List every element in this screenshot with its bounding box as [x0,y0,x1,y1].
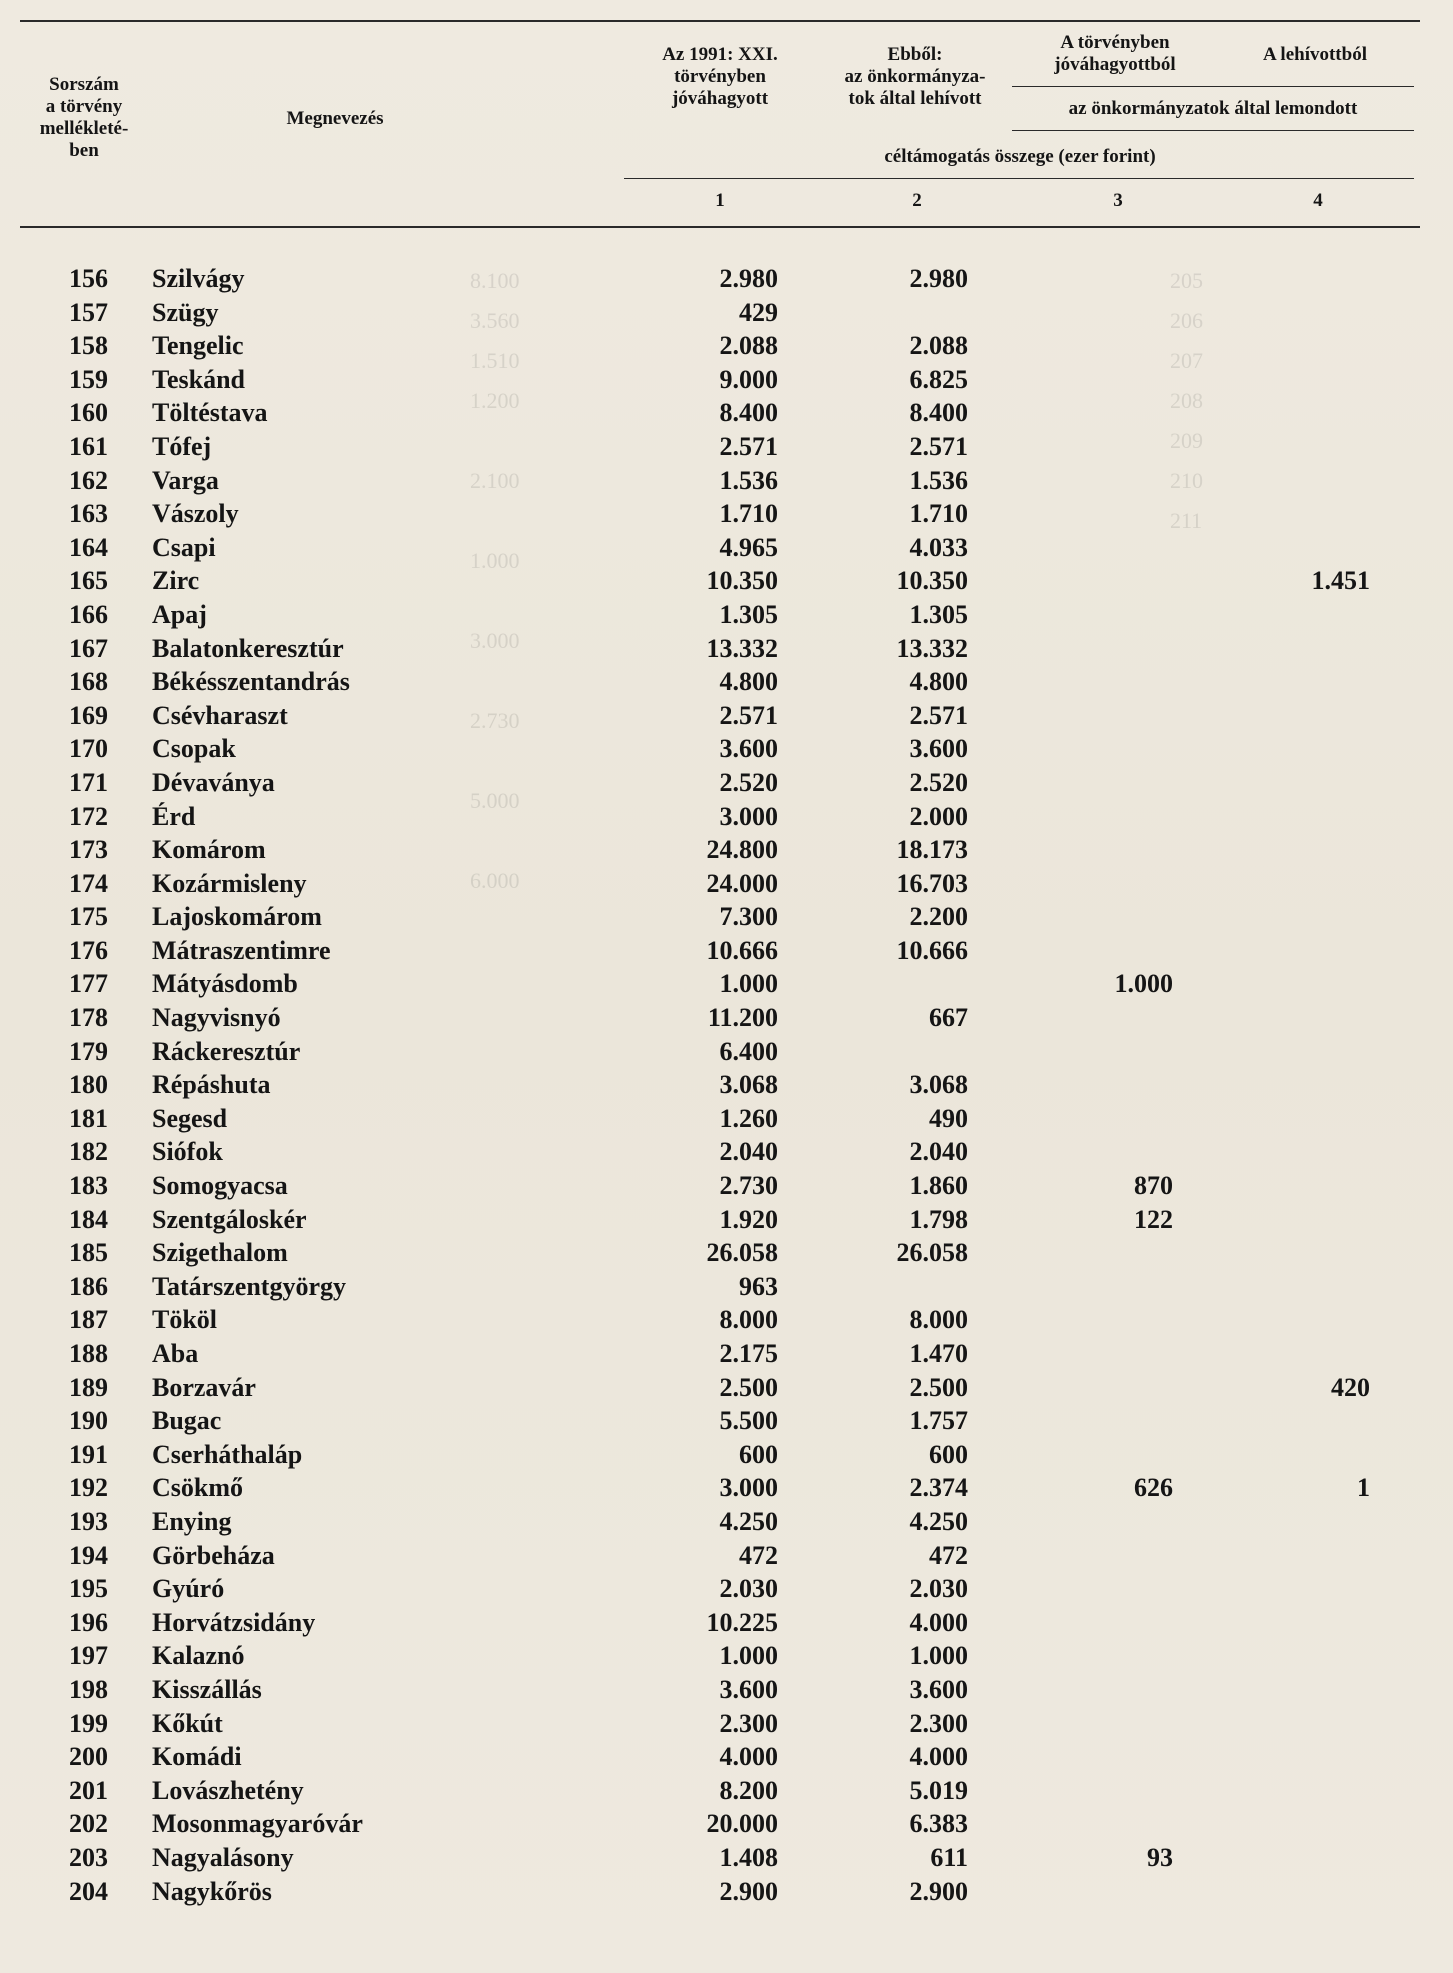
document-page: 205 206 207 208 209 210 211 8.100 3.560 1.510 1.200 2.100 1.000 3.000 2.730 5.000 6.000 Sorszám a törvény mellékleté- ben Megnevezés Az 1991: XXI. törvényben jóváhagyott Ebből: az önkormányza- tok által lehívott A törvényben jóváhagyottból A lehívottból az önkormányzatok által lemondott céltámogatás összege (ezer forint) 1 2 3 4 156 Szilvágy 2.980 2.980 157 Szügy 429 158 Tengelic 2.088 2.088 159 Teskánd 9.000 6.825 160 Töltéstava 8.400 8.400 161 Tófej 2.571 2.571 162 Varga 1.536 1.536 163 Vászoly 1.710 1.710 164 Csapi 4.965 4.033 165 Zirc 10.350 10.350 1.451 166 Apaj 1.305 1.305 167 Balatonkeresztúr 13.332 13.332 168 Békésszentandrás 4.800 4.800 169 Csévharaszt 2.571 2.571 170 Csopak 3.600 3.600 171 Dévaványa 2.520 2.520 172 Érd 3.000 2.000 173 Komárom 24.800 18.173 174 Kozármisleny 24.000 16.703 175 Lajoskomárom 7.300 2.200 176 Mátraszentimre 10.666 10.666 177 Mátyásdomb 1.000 1.000 178 Nagyvisnyó 11.200 667 179 Ráckeresztúr 6.400 180 Répáshuta 3.068 3.068 181 Segesd 1.260 490 182 Siófok 2.040 2.040 183 Somogyacsa 2.730 1.860 870 184 Szentgáloskér 1.920 1.798 122 185 Szigethalom 26.058 26.058 186 Tatárszentgyörgy 963 187 Tököl 8.000 8.000 188 Aba 2.175 1.470 189 Borzavár 2.500 2.500 420 190 Bugac 5.500 1.757 191 Cserháthaláp 600 600 192 Csökmő 3.000 2.374 626 1 193 Enying 4.250 4.250 194 Görbeháza 472 472 195 Gyúró 2.030 2.030 196 Horvátzsidány 10.225 4.000 197 Kalaznó 1.000 1.000 198 Kisszállás 3.600 3.600 199 Kőkút 2.300 2.300 200 Komádi 4.000 4.000 201 Lovászhetény 8.200 5.019 202 Mosonmagyaróvár 20.000 6.383 203 Nagyalásony 1.408 611 93 204 Nagykőrös 2.900 2.900 [0,0,1453,1973]
row-approved-amount: 3.000 [719,1473,778,1503]
row-number: 172 [69,801,108,831]
row-name: Szügy [152,297,219,327]
row-number: 178 [69,1003,108,1033]
row-drawn-amount: 1.860 [909,1171,968,1201]
table-row [0,1135,1453,1169]
row-number: 185 [69,1238,108,1268]
header-col-v34-bottom: az önkormányzatok által lemondott [1068,98,1358,119]
row-approved-amount: 4.800 [719,667,778,697]
table-row [0,1303,1453,1337]
row-name: Csévharaszt [152,700,288,730]
table-row [0,1001,1453,1035]
row-drawn-amount: 1.470 [909,1339,968,1368]
row-name: Tököl [152,1305,218,1335]
row-number: 170 [69,734,108,764]
row-number: 189 [69,1372,108,1402]
table-row [0,1740,1453,1774]
header-rule-v34-top [1012,86,1414,87]
row-drawn-amount: 8.400 [909,398,968,428]
row-drawn-amount: 6.825 [909,364,968,394]
row-waived-from-approved: 626 [1134,1473,1173,1503]
row-approved-amount: 1.000 [719,1641,778,1671]
row-number: 194 [69,1540,108,1570]
row-waived-from-approved: 870 [1134,1171,1173,1201]
row-name: Komádi [152,1742,242,1772]
row-approved-amount: 1.260 [719,1103,778,1133]
row-number: 173 [69,835,108,865]
row-number: 183 [69,1171,108,1201]
row-number: 201 [69,1775,108,1805]
row-approved-amount: 8.200 [719,1775,778,1805]
row-approved-amount: 2.088 [719,331,778,361]
row-drawn-amount: 1.757 [909,1406,968,1436]
row-drawn-amount: 2.300 [909,1708,968,1738]
table-row [0,665,1453,699]
row-name: Mosonmagyaróvár [152,1809,363,1839]
row-drawn-amount: 10.666 [896,935,968,965]
row-approved-amount: 1.710 [719,499,778,529]
table-row [0,1404,1453,1438]
row-drawn-amount: 2.520 [909,767,968,797]
row-drawn-amount: 1.798 [909,1204,968,1234]
row-drawn-amount: 2.980 [909,264,968,293]
row-name: Segesd [152,1103,228,1133]
row-number: 200 [69,1742,108,1772]
row-drawn-amount: 4.033 [909,532,968,562]
row-number: 164 [69,532,108,562]
header-index-2: 2 [912,190,922,211]
row-name: Nagykőrös [152,1876,272,1906]
row-approved-amount: 26.058 [706,1238,778,1268]
row-drawn-amount: 2.000 [909,801,968,831]
row-approved-amount: 1.920 [719,1204,778,1234]
row-drawn-amount: 2.500 [909,1372,968,1402]
row-approved-amount: 10.225 [706,1607,778,1637]
row-approved-amount: 6.400 [719,1036,778,1066]
table-row [0,867,1453,901]
table-row [0,1639,1453,1673]
row-name: Komárom [152,835,266,865]
row-name: Kőkút [152,1708,223,1738]
row-number: 156 [69,264,108,293]
table-row [0,1471,1453,1505]
row-name: Teskánd [152,364,245,394]
row-number: 181 [69,1103,108,1133]
row-name: Szigethalom [152,1238,288,1268]
table-row [0,497,1453,531]
row-number: 179 [69,1036,108,1066]
table-row [0,1035,1453,1069]
row-approved-amount: 24.000 [706,868,778,898]
row-name: Balatonkeresztúr [152,633,344,663]
row-drawn-amount: 667 [929,1003,968,1033]
row-approved-amount: 10.666 [706,935,778,965]
row-number: 195 [69,1574,108,1604]
row-drawn-amount: 1.536 [909,465,968,495]
row-approved-amount: 2.300 [719,1708,778,1738]
row-number: 186 [69,1271,108,1301]
table-row [0,396,1453,430]
row-name: Borzavár [152,1372,256,1402]
row-drawn-amount: 1.710 [909,499,968,529]
row-approved-amount: 4.965 [719,532,778,562]
table-row [0,1270,1453,1304]
row-approved-amount: 2.571 [719,431,778,461]
row-approved-amount: 8.400 [719,398,778,428]
row-name: Lovászhetény [152,1775,304,1805]
table-row [0,1068,1453,1102]
header-col-v2: Ebből: az önkormányza- tok által lehívott [844,44,986,109]
row-approved-amount: 4.000 [719,1742,778,1772]
row-name: Siófok [152,1137,223,1167]
row-drawn-amount: 611 [930,1842,968,1872]
row-waived-from-drawn: 420 [1331,1372,1370,1402]
row-drawn-amount: 4.800 [909,667,968,697]
row-number: 158 [69,331,108,361]
row-number: 187 [69,1305,108,1335]
table-row [0,800,1453,834]
row-approved-amount: 11.200 [707,1003,778,1033]
row-approved-amount: 429 [739,297,778,327]
row-name: Szilvágy [152,264,245,293]
header-col-name: Megnevezés [286,108,384,129]
row-drawn-amount: 2.900 [909,1876,968,1906]
row-number: 193 [69,1506,108,1536]
row-number: 162 [69,465,108,495]
row-number: 180 [69,1070,108,1100]
row-number: 165 [69,566,108,596]
header-bottom-rule [20,226,1420,228]
row-drawn-amount: 6.383 [909,1809,968,1839]
table-row [0,1337,1453,1371]
row-approved-amount: 1.000 [719,969,778,999]
row-number: 159 [69,364,108,394]
row-drawn-amount: 3.068 [909,1070,968,1100]
row-number: 160 [69,398,108,428]
row-approved-amount: 600 [739,1439,778,1469]
row-number: 192 [69,1473,108,1503]
row-name: Mátraszentimre [152,935,331,965]
row-drawn-amount: 18.173 [896,835,968,865]
row-number: 191 [69,1439,108,1469]
row-number: 190 [69,1406,108,1436]
row-approved-amount: 3.600 [719,1674,778,1704]
row-drawn-amount: 4.250 [909,1506,968,1536]
row-number: 196 [69,1607,108,1637]
table-row [0,296,1453,330]
table-row [0,1371,1453,1405]
row-drawn-amount: 4.000 [909,1742,968,1772]
row-name: Békésszentandrás [152,667,350,697]
table-row [0,766,1453,800]
table-row [0,598,1453,632]
row-approved-amount: 2.900 [719,1876,778,1906]
row-name: Horvátzsidány [152,1607,316,1637]
table-row [0,900,1453,934]
row-name: Görbeháza [152,1540,275,1570]
row-name: Csökmő [152,1473,244,1503]
row-approved-amount: 2.040 [719,1137,778,1167]
row-approved-amount: 963 [739,1271,778,1301]
row-approved-amount: 2.520 [719,767,778,797]
row-approved-amount: 9.000 [719,364,778,394]
row-approved-amount: 8.000 [719,1305,778,1335]
row-approved-amount: 3.068 [719,1070,778,1100]
row-approved-amount: 2.980 [719,264,778,293]
row-drawn-amount: 3.600 [909,1674,968,1704]
row-drawn-amount: 4.000 [909,1607,968,1637]
row-number: 169 [69,700,108,730]
table-row [0,934,1453,968]
row-number: 182 [69,1137,108,1167]
table-row [0,699,1453,733]
row-name: Somogyacsa [152,1171,288,1201]
header-index-3: 3 [1113,190,1123,211]
row-name: Vászoly [152,499,239,529]
table-row [0,967,1453,1001]
row-name: Aba [152,1339,199,1368]
header-index-1: 1 [715,190,725,211]
row-drawn-amount: 2.030 [909,1574,968,1604]
header-col-v4-top: A lehívottból [1263,44,1367,65]
row-approved-amount: 10.350 [706,566,778,596]
row-drawn-amount: 8.000 [909,1305,968,1335]
row-name: Zirc [152,566,200,596]
row-approved-amount: 20.000 [706,1809,778,1839]
row-drawn-amount: 490 [929,1103,968,1133]
row-name: Dévaványa [152,767,275,797]
row-number: 171 [69,767,108,797]
row-waived-from-approved: 93 [1147,1842,1173,1872]
table-row [0,564,1453,598]
row-approved-amount: 2.500 [719,1372,778,1402]
row-name: Ráckeresztúr [152,1036,301,1066]
row-number: 175 [69,902,108,932]
table-row [0,1169,1453,1203]
row-approved-amount: 24.800 [706,835,778,865]
row-approved-amount: 1.408 [719,1842,778,1872]
row-name: Mátyásdomb [152,969,298,999]
row-number: 176 [69,935,108,965]
row-name: Nagyvisnyó [152,1003,281,1033]
row-drawn-amount: 10.350 [896,566,968,596]
table-row [0,1572,1453,1606]
row-name: Répáshuta [152,1070,271,1100]
row-number: 204 [69,1876,108,1906]
row-drawn-amount: 2.200 [909,902,968,932]
row-name: Gyúró [152,1574,225,1604]
row-drawn-amount: 13.332 [896,633,968,663]
table-body [0,262,1453,1908]
row-drawn-amount: 600 [929,1439,968,1469]
row-number: 184 [69,1204,108,1234]
row-approved-amount: 1.305 [719,599,778,629]
table-row [0,1203,1453,1237]
row-approved-amount: 3.000 [719,801,778,831]
row-name: Kalaznó [152,1641,245,1671]
row-waived-from-drawn: 1.451 [1311,566,1370,596]
table-row [0,363,1453,397]
header-col-unit: céltámogatás összege (ezer forint) [884,146,1156,167]
row-number: 202 [69,1809,108,1839]
row-number: 188 [69,1339,108,1368]
row-number: 177 [69,969,108,999]
header-col-v1: Az 1991: XXI. törvényben jóváhagyott [662,44,778,109]
row-waived-from-approved: 1.000 [1114,969,1173,999]
row-name: Tófej [152,431,212,461]
row-drawn-amount: 1.000 [909,1641,968,1671]
row-waived-from-drawn: 1 [1357,1473,1370,1503]
row-number: 197 [69,1641,108,1671]
table-row [0,464,1453,498]
header-rule-unit [624,178,1414,179]
table-row [0,1102,1453,1136]
row-name: Töltéstava [152,398,268,428]
header-col-v3-top: A törvényben jóváhagyottból [1054,32,1176,75]
row-approved-amount: 4.250 [719,1506,778,1536]
row-name: Apaj [152,599,207,629]
row-drawn-amount: 2.374 [909,1473,968,1503]
header-col-number: Sorszám a törvény mellékleté- ben [39,74,129,161]
row-drawn-amount: 2.571 [909,431,968,461]
row-number: 199 [69,1708,108,1738]
table-row [0,1438,1453,1472]
table-row [0,1841,1453,1875]
row-approved-amount: 472 [739,1540,778,1570]
row-name: Cserháthaláp [152,1439,303,1469]
row-name: Tengelic [152,331,244,361]
table-row [0,531,1453,565]
row-name: Csapi [152,532,216,562]
row-approved-amount: 7.300 [719,902,778,932]
table-row [0,1539,1453,1573]
row-approved-amount: 13.332 [706,633,778,663]
table-row [0,833,1453,867]
table-row [0,1606,1453,1640]
row-drawn-amount: 2.040 [909,1137,968,1167]
row-number: 168 [69,667,108,697]
row-drawn-amount: 2.571 [909,700,968,730]
table-row [0,732,1453,766]
row-name: Tatárszentgyörgy [152,1271,347,1301]
row-approved-amount: 2.030 [719,1574,778,1604]
row-waived-from-approved: 122 [1134,1204,1173,1234]
row-name: Lajoskomárom [152,902,322,932]
table-row [0,1774,1453,1808]
row-name: Varga [152,465,219,495]
row-name: Kisszállás [152,1674,262,1704]
row-drawn-amount: 2.088 [909,331,968,361]
row-drawn-amount: 472 [929,1540,968,1570]
header-rule-v34-bottom [1012,130,1414,131]
row-approved-amount: 3.600 [719,734,778,764]
row-approved-amount: 1.536 [719,465,778,495]
table-row [0,1673,1453,1707]
row-number: 157 [69,297,108,327]
table-row [0,262,1453,296]
row-approved-amount: 2.571 [719,700,778,730]
row-approved-amount: 2.175 [719,1339,778,1368]
table-row [0,632,1453,666]
row-number: 198 [69,1674,108,1704]
row-name: Érd [152,801,196,831]
row-name: Nagyalásony [152,1842,294,1872]
table-row [0,1505,1453,1539]
row-name: Szentgáloskér [152,1204,307,1234]
table-row [0,1236,1453,1270]
row-number: 174 [69,868,108,898]
row-number: 167 [69,633,108,663]
row-drawn-amount: 1.305 [909,599,968,629]
row-name: Csopak [152,734,236,764]
row-number: 203 [69,1842,108,1872]
table-row [0,1707,1453,1741]
row-drawn-amount: 5.019 [909,1775,968,1805]
row-name: Bugac [152,1406,222,1436]
row-number: 161 [69,431,108,461]
row-number: 163 [69,499,108,529]
header-index-4: 4 [1313,190,1323,211]
row-drawn-amount: 16.703 [896,868,968,898]
row-approved-amount: 5.500 [719,1406,778,1436]
table-row [0,1807,1453,1841]
row-approved-amount: 2.730 [719,1171,778,1201]
table-row [0,430,1453,464]
row-name: Enying [152,1506,232,1536]
table-row [0,1875,1453,1909]
table-row [0,329,1453,363]
row-drawn-amount: 3.600 [909,734,968,764]
row-name: Kozármisleny [152,868,307,898]
header-top-rule [20,20,1420,22]
row-drawn-amount: 26.058 [896,1238,968,1268]
row-number: 166 [69,599,108,629]
